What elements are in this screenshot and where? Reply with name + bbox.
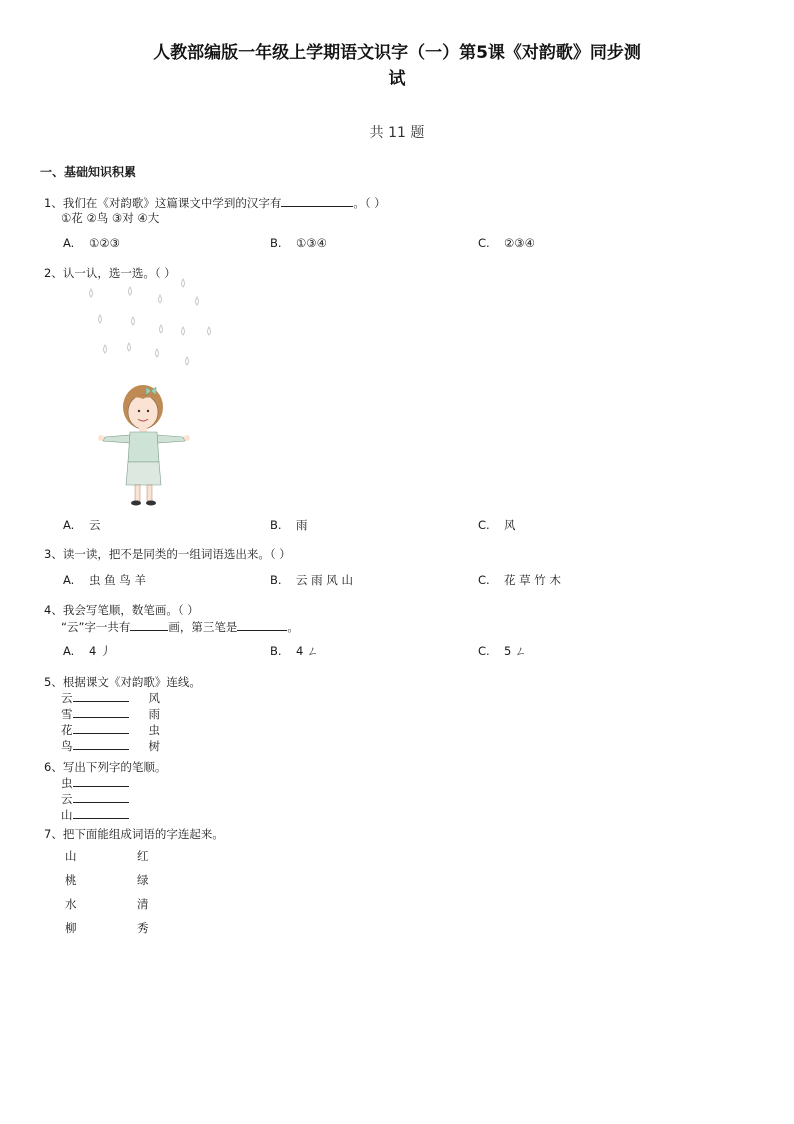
q6-stem: 6、写出下列字的笔顺。 [44, 760, 167, 774]
q2-option-b[interactable]: B. 雨 [270, 518, 308, 532]
rain-girl-illustration [85, 277, 225, 512]
q6-row: 虫 [61, 775, 129, 791]
q7-left-char: 山 [65, 849, 77, 863]
q6-row: 山 [61, 807, 129, 823]
q2-stem: 2、认一认，选一选。（ ） [44, 266, 176, 280]
q4-blank-2 [237, 619, 287, 631]
q7-right-char: 清 [137, 897, 149, 911]
q4-option-b[interactable]: B. 4 ㄥ [270, 644, 319, 658]
q7-right-char: 红 [137, 849, 149, 863]
q4-sub: “云”字一共有 画，第三笔是 。 [61, 620, 299, 634]
section-title: 一、基础知识积累 [40, 165, 137, 179]
q7-stem: 7、把下面能组成词语的字连起来。 [44, 827, 224, 841]
page-title [100, 40, 694, 92]
q1-choices: ①花 ②鸟 ③对 ④大 [61, 211, 160, 225]
q4-blank-1 [130, 619, 168, 631]
q1-blank [281, 195, 353, 207]
q7-left-char: 水 [65, 897, 77, 911]
title-line-1: 人教部编版一年级上学期语文识字（一）第5课《对韵歌》同步测 [153, 43, 641, 63]
q7-left-char: 桃 [65, 873, 77, 887]
q2-option-c[interactable]: C. 风 [478, 518, 516, 532]
q3-stem: 3、读一读，把不是同类的一组词语选出来。（ ） [44, 547, 291, 561]
q7-left-char: 柳 [65, 921, 77, 935]
question-count: 共 11 题 [369, 125, 425, 141]
q5-row: 花 虫 [61, 723, 160, 737]
q3-option-b[interactable]: B. 云 雨 风 山 [270, 573, 353, 587]
q6-row: 云 [61, 791, 129, 807]
q1-option-b[interactable]: B. ①③④ [270, 236, 327, 250]
q1-option-c[interactable]: C. ②③④ [478, 236, 535, 250]
q5-row: 鸟 树 [61, 739, 160, 753]
q5-stem: 5、根据课文《对韵歌》连线。 [44, 675, 201, 689]
q1-option-a[interactable]: A. ①②③ [63, 236, 120, 250]
q4-option-c[interactable]: C. 5 ㄥ [478, 644, 527, 658]
q4-option-a[interactable]: A. 4 丿 [63, 644, 112, 658]
q4-stem: 4、我会写笔顺，数笔画。（ ） [44, 603, 199, 617]
title-line-2: 试 [388, 69, 406, 89]
q3-option-a[interactable]: A. 虫 鱼 鸟 羊 [63, 573, 146, 587]
q7-right-char: 秀 [137, 921, 149, 935]
q7-right-char: 绿 [137, 873, 149, 887]
q2-option-a[interactable]: A. 云 [63, 518, 101, 532]
q5-row: 云 风 [61, 691, 160, 705]
q1-stem: 1、我们在《对韵歌》这篇课文中学到的汉字有 。（ ） [44, 196, 386, 210]
q5-row: 雪 雨 [61, 707, 160, 721]
q3-option-c[interactable]: C. 花 草 竹 木 [478, 573, 561, 587]
